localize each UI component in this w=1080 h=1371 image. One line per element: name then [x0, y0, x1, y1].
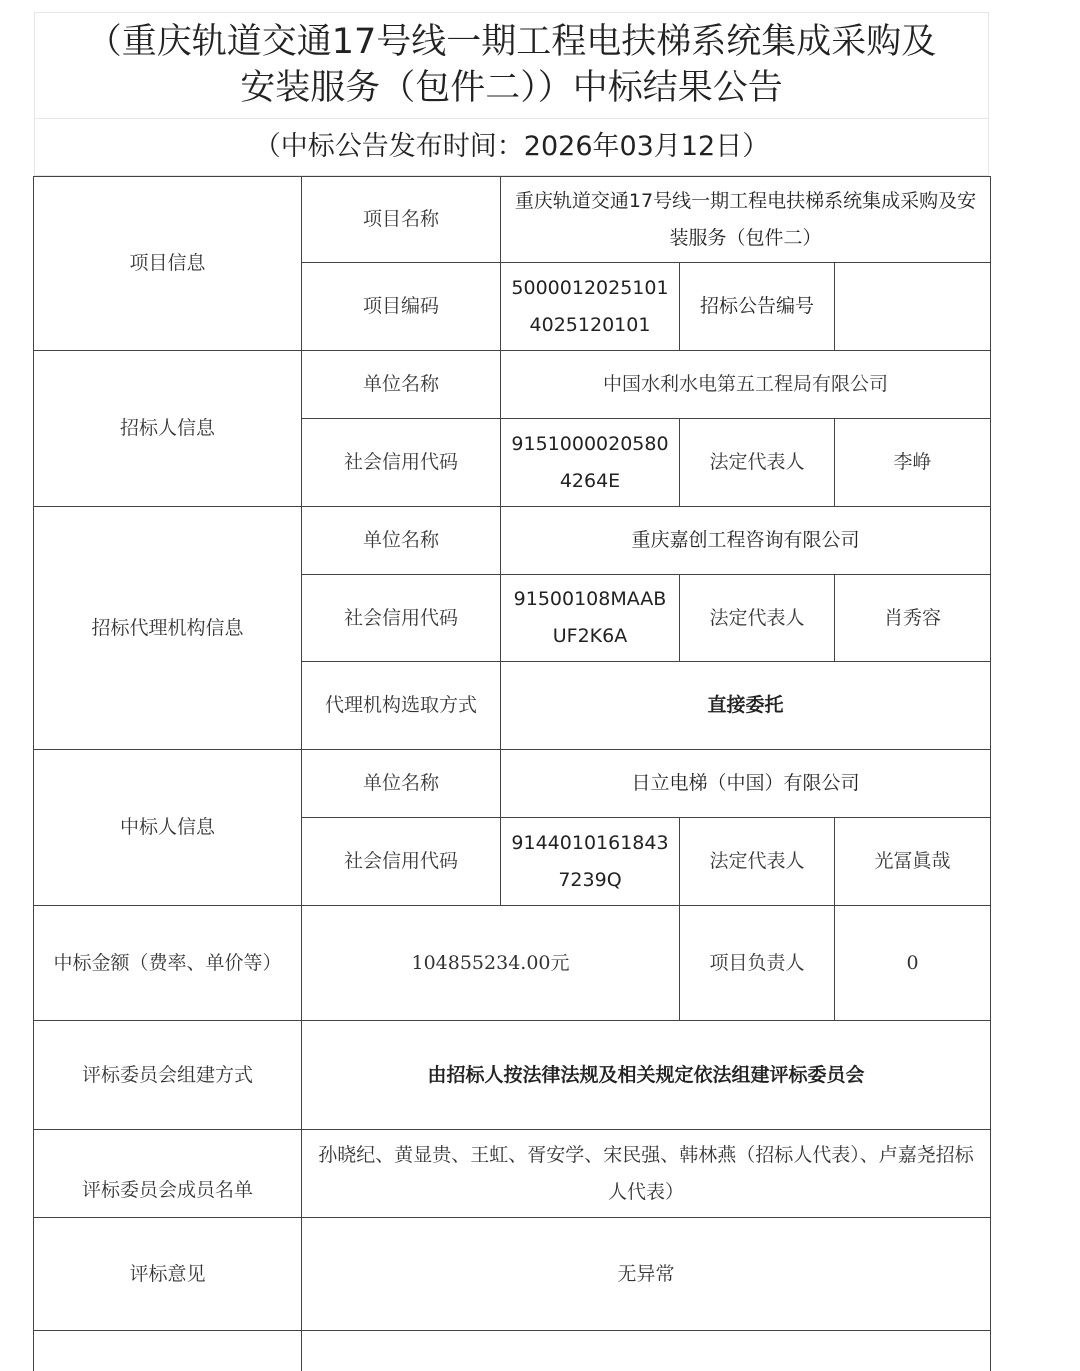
next-row-value	[302, 1331, 991, 1371]
table-row	[34, 1331, 991, 1371]
project-code-label: 项目编码	[302, 263, 501, 351]
committee-method-label: 评标委员会组建方式	[34, 1021, 302, 1130]
agency-credit-value: 91500108MAABUF2K6A	[501, 575, 680, 662]
committee-method-value: 由招标人按法律法规及相关规定依法组建评标委员会	[302, 1021, 991, 1130]
notice-no-label: 招标公告编号	[680, 263, 835, 351]
table-row	[34, 750, 991, 818]
tenderer-credit-value: 91510000205804264E	[501, 419, 680, 507]
opinion-label: 评标意见	[34, 1218, 302, 1331]
agency-credit-label: 社会信用代码	[302, 575, 501, 662]
agency-unit-label: 单位名称	[302, 507, 501, 575]
table-row	[34, 1021, 991, 1130]
table-row	[34, 1218, 991, 1331]
project-name-label: 项目名称	[302, 177, 501, 263]
section-tenderer: 招标人信息	[34, 351, 302, 507]
tenderer-unit-label: 单位名称	[302, 351, 501, 419]
title-line-1: （重庆轨道交通17号线一期工程电扶梯系统集成采购及	[86, 22, 937, 62]
section-winner: 中标人信息	[34, 750, 302, 906]
tenderer-unit-value: 中国水利水电第五工程局有限公司	[501, 351, 991, 419]
project-name-value: 重庆轨道交通17号线一期工程电扶梯系统集成采购及安装服务（包件二）	[501, 177, 991, 263]
winner-unit-label: 单位名称	[302, 750, 501, 818]
agency-rep-value: 肖秀容	[835, 575, 991, 662]
next-row-label	[34, 1331, 302, 1371]
amount-label: 中标金额（费率、单价等）	[34, 906, 302, 1021]
winner-credit-value: 91440101618437239Q	[501, 818, 680, 906]
table-row	[34, 351, 991, 419]
table-row	[34, 507, 991, 575]
winner-rep-label: 法定代表人	[680, 818, 835, 906]
table-row	[34, 177, 991, 263]
publish-time: （中标公告发布时间：2026年03月12日）	[34, 118, 989, 176]
agency-method-label: 代理机构选取方式	[302, 662, 501, 750]
table-row	[34, 906, 991, 1021]
opinion-value: 无异常	[302, 1218, 991, 1331]
agency-method-value: 直接委托	[501, 662, 991, 750]
tenderer-credit-label: 社会信用代码	[302, 419, 501, 507]
winner-rep-value: 光冨眞哉	[835, 818, 991, 906]
result-table	[33, 176, 991, 1371]
section-project-info: 项目信息	[34, 177, 302, 351]
table-row	[34, 1130, 991, 1218]
section-agency: 招标代理机构信息	[34, 507, 302, 750]
agency-unit-value: 重庆嘉创工程咨询有限公司	[501, 507, 991, 575]
committee-members-value: 孙晓纪、黄显贵、王虹、胥安学、宋民强、韩林燕（招标人代表）、卢嘉尧招标人代表）	[302, 1130, 991, 1218]
manager-value: 0	[835, 906, 991, 1021]
title-line-2: 安装服务（包件二））中标结果公告	[240, 68, 783, 108]
winner-unit-value: 日立电梯（中国）有限公司	[501, 750, 991, 818]
announcement-title	[34, 12, 989, 118]
winner-credit-label: 社会信用代码	[302, 818, 501, 906]
tenderer-rep-value: 李峥	[835, 419, 991, 507]
agency-rep-label: 法定代表人	[680, 575, 835, 662]
committee-members-label: 评标委员会成员名单	[34, 1130, 302, 1218]
amount-value: 104855234.00元	[302, 906, 680, 1021]
project-code-value: 50000120251014025120101	[501, 263, 680, 351]
manager-label: 项目负责人	[680, 906, 835, 1021]
notice-no-value	[835, 263, 991, 351]
tenderer-rep-label: 法定代表人	[680, 419, 835, 507]
